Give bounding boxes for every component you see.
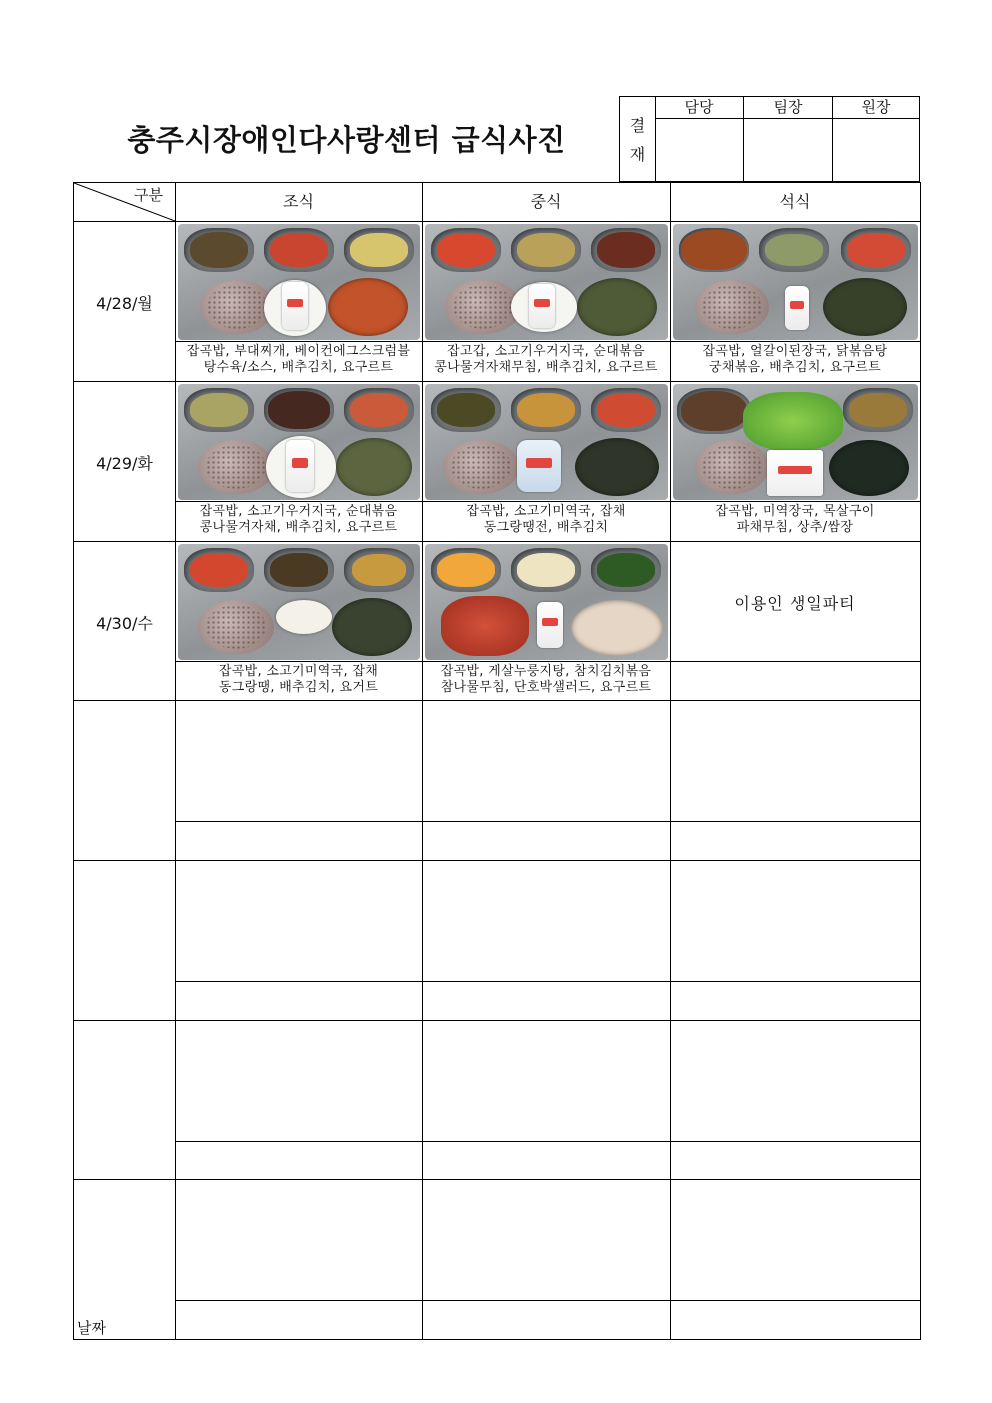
page-title: 충주시장애인다사랑센터 급식사진 <box>127 123 566 157</box>
meal-caption-line: 잡곡밥, 게살누룽지탕, 참치김치볶음 <box>440 664 652 679</box>
meal-caption <box>422 344 670 376</box>
meal-photo <box>425 384 668 500</box>
meal-caption-line: 궁채볶음, 배추김치, 요구르트 <box>708 360 882 375</box>
meal-caption <box>175 664 422 696</box>
row-date: 4/29/화 <box>96 454 153 473</box>
meal-caption <box>422 504 670 536</box>
approval-cell-team-lead <box>744 97 833 181</box>
approval-cell-director <box>833 97 919 181</box>
column-header-dinner: 석식 <box>779 192 811 211</box>
meal-caption <box>670 504 920 536</box>
approval-header-director: 원장 <box>833 97 919 119</box>
meal-photo <box>673 224 918 340</box>
meal-caption-line: 잡곡밥, 소고기미역국, 잡채 <box>218 664 379 679</box>
meal-caption <box>670 344 920 376</box>
column-header-breakfast: 조식 <box>283 192 314 211</box>
meal-caption-line: 잡곡밥, 부대찌개, 베이컨에그스크럼블 <box>186 344 411 359</box>
approval-box <box>619 96 920 182</box>
meal-caption <box>175 344 422 376</box>
meal-photo <box>178 224 420 340</box>
meal-photo <box>178 544 420 660</box>
approval-header-team-lead: 팀장 <box>744 97 832 119</box>
meal-caption-line: 잡곡밥, 소고기우거지국, 순대볶음 <box>199 504 398 519</box>
meal-caption-line: 잡곡밥, 소고기미역국, 잡채 <box>466 504 626 519</box>
column-header-lunch: 중식 <box>530 192 562 211</box>
birthday-party-note: 이용인 생일파티 <box>734 594 856 613</box>
meal-caption-line: 잡곡밥, 미역장국, 목살구이 <box>715 504 875 519</box>
meal-caption-line: 파채무침, 상추/쌈장 <box>736 520 854 535</box>
meal-table <box>73 182 921 1340</box>
meal-caption <box>175 504 422 536</box>
approval-cell-manager <box>655 97 744 181</box>
meal-caption-line: 참나물무침, 단호박샐러드, 요구르트 <box>440 680 652 695</box>
approval-side-label-2: 재 <box>629 145 646 164</box>
meal-caption-line: 콩나물겨자채, 배추김치, 요구르트 <box>199 520 398 535</box>
meal-caption-line: 잡고갑, 소고기우거지국, 순대볶음 <box>447 344 645 359</box>
meal-photo <box>425 544 668 660</box>
meal-photo <box>425 224 668 340</box>
row-date: 4/28/월 <box>96 294 153 313</box>
meal-caption-line: 동그랑땡전, 배추김치 <box>483 520 609 535</box>
approval-side-label <box>620 97 656 181</box>
corner-label-date: 날짜 <box>77 1319 106 1337</box>
corner-label-category: 구분 <box>134 186 163 204</box>
approval-header-manager: 담당 <box>655 97 743 119</box>
meal-caption <box>422 664 670 696</box>
approval-side-label-1: 결 <box>629 116 646 135</box>
meal-photo <box>673 384 918 500</box>
meal-photo <box>178 384 420 500</box>
meal-caption-line: 탕수육/소스, 배추김치, 요구르트 <box>203 360 394 375</box>
meal-caption-line: 콩나물겨자채무침, 배추김치, 요구르트 <box>434 360 658 375</box>
meal-caption-line: 동그랑땡, 배추김치, 요거트 <box>218 680 379 695</box>
row-date: 4/30/수 <box>96 614 153 633</box>
meal-caption-line: 잡곡밥, 얼갈이된장국, 닭볶음탕 <box>702 344 888 359</box>
